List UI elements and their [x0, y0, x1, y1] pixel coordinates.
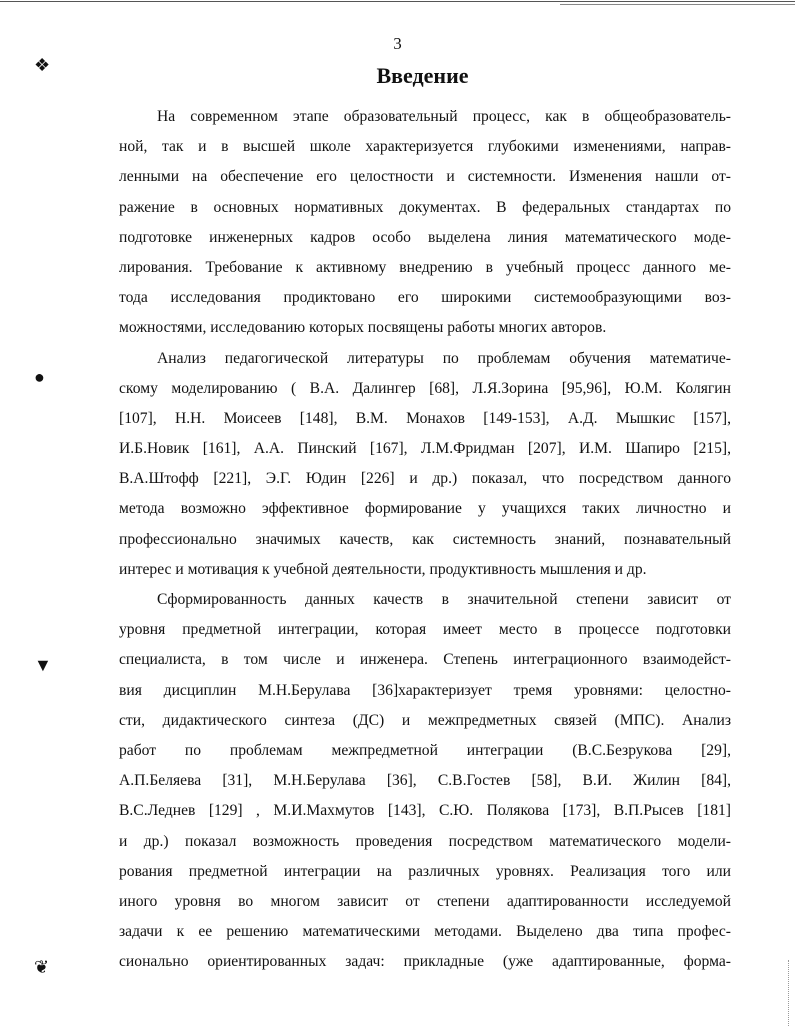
text-line: Сформированность данных качеств в значительной степени зависит от	[157, 591, 731, 608]
text-line: В.А.Штофф [221], Э.Г. Юдин [226] и др.) показал, что посредством данного	[119, 470, 731, 488]
text-line: работ по проблемам межпредметной интеграции (В.С.Безрукова [29],	[119, 741, 731, 759]
text-line: и др.) показал возможность проведения посредством математического модели-	[119, 832, 731, 850]
text-line: скому моделированию ( В.А. Далингер [68], Л.Я.Зорина [95,96], Ю.М. Колягин	[119, 379, 731, 397]
text-line: ражение в основных нормативных документах. В федеральных стандартах по	[119, 198, 731, 216]
text-line: Анализ педагогической литературы по проблемам обучения математиче-	[157, 349, 731, 367]
text-line: сионально ориентированных задач: прикладные (уже адаптированные, форма-	[119, 953, 731, 971]
page-number: 3	[393, 34, 402, 53]
text-line: На современном этапе образовательный процесс, как в общеобразователь-	[157, 108, 731, 125]
text-line: вия дисциплин М.Н.Берулава [36]характеризует тремя уровнями: целостно-	[119, 681, 731, 699]
paragraph-3	[119, 585, 731, 977]
scan-mark-icon: ●	[34, 367, 45, 387]
text-line: иного уровня во многом зависит от степени адаптированности исследуемой	[119, 892, 731, 910]
text-line: интерес и мотивация к учебной деятельности, продуктивность мышления и др.	[119, 560, 647, 578]
page-title: Введение	[376, 63, 469, 88]
text-line: лирования. Требование к активному внедрению в учебный процесс данного ме-	[119, 258, 731, 276]
top-border-line	[0, 1, 795, 2]
text-line: В.С.Леднев [129] , М.И.Махмутов [143], С.Ю. Полякова [173], В.П.Рысев [181]	[119, 802, 731, 820]
scan-mark-icon: ❖	[34, 55, 51, 75]
text-line: сти, дидактического синтеза (ДС) и межпредметных связей (МПС). Анализ	[119, 711, 731, 729]
right-edge-scan-line	[788, 960, 789, 1026]
text-line: А.П.Беляева [31], М.Н.Берулава [36], С.В.Гостев [58], В.И. Жилин [84],	[119, 772, 731, 790]
text-line: [107], Н.Н. Моисеев [148], В.М. Монахов [149-153], А.Д. Мышкис [157],	[119, 409, 731, 427]
text-line: профессионально значимых качеств, как системность знаний, познавательный	[119, 530, 731, 548]
text-line: И.Б.Новик [161], А.А. Пинский [167], Л.М.Фридман [207], И.М. Шапиро [215],	[119, 440, 731, 458]
text-line: ленными на обеспечение его целостности и системности. Изменения нашли от-	[119, 168, 731, 186]
text-line: метода возможно эффективное формирование у учащихся таких личностно и	[119, 500, 731, 518]
text-line: рования предметной интеграции на различных уровнях. Реализация того или	[119, 862, 731, 880]
scan-mark-icon: ▼	[34, 655, 52, 675]
text-line: ной, так и в высшей школе характеризуется глубокими изменениями, направ-	[119, 138, 731, 156]
text-line: подготовке инженерных кадров особо выделена линия математического моде-	[119, 228, 731, 246]
scan-mark-icon: ❦	[34, 957, 50, 977]
text-line: специалиста, в том числе и инженера. Степень интеграционного взаимодейст-	[119, 651, 731, 669]
top-border-line-secondary	[560, 4, 795, 5]
text-line: тода исследования продиктовано его широкими системообразующими воз-	[119, 289, 731, 307]
text-line: уровня предметной интеграции, которая имеет место в процессе подготовки	[119, 621, 731, 639]
text-line: задачи к ее решению математическими методами. Выделено два типа профес-	[119, 923, 731, 941]
paragraph-2	[119, 344, 731, 586]
document-body	[119, 102, 731, 977]
paragraph-1	[119, 102, 731, 344]
text-line: можностями, исследованию которых посвящены работы многих авторов.	[119, 319, 607, 337]
